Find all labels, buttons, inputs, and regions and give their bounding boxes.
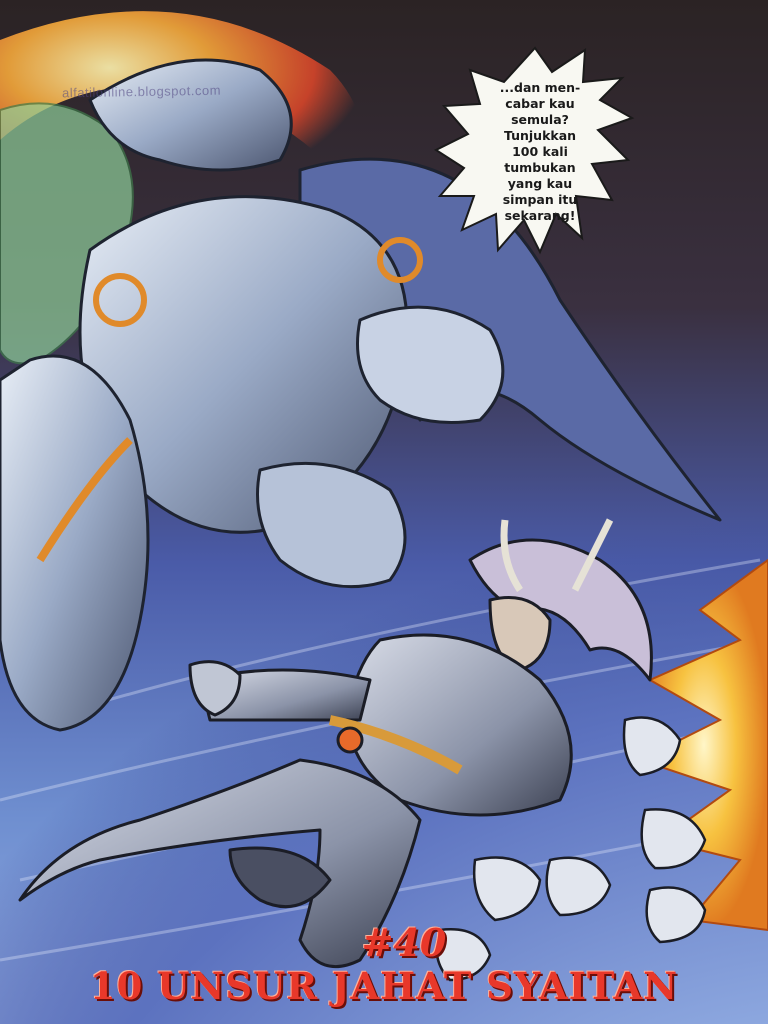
speech-bubble-text <box>470 80 610 224</box>
watermark: alfatilonline.blogspot.com <box>61 82 222 101</box>
speech-line: sekarang! <box>504 208 576 223</box>
speech-line: simpan itu <box>502 192 578 207</box>
hero-emblem <box>338 728 362 752</box>
speech-line: semula? <box>511 112 569 127</box>
speech-line: yang kau <box>507 176 573 191</box>
speech-line: 100 kali <box>512 144 568 159</box>
issue-number: #40 <box>361 920 447 965</box>
issue-title: 10 UNSUR JAHAT SYAITAN <box>89 964 679 1008</box>
speech-line: Tunjukkan <box>503 128 577 143</box>
speech-line: cabar kau <box>505 96 575 111</box>
speech-line: tumbukan <box>504 160 576 175</box>
speech-line: ...dan men- <box>499 80 581 95</box>
